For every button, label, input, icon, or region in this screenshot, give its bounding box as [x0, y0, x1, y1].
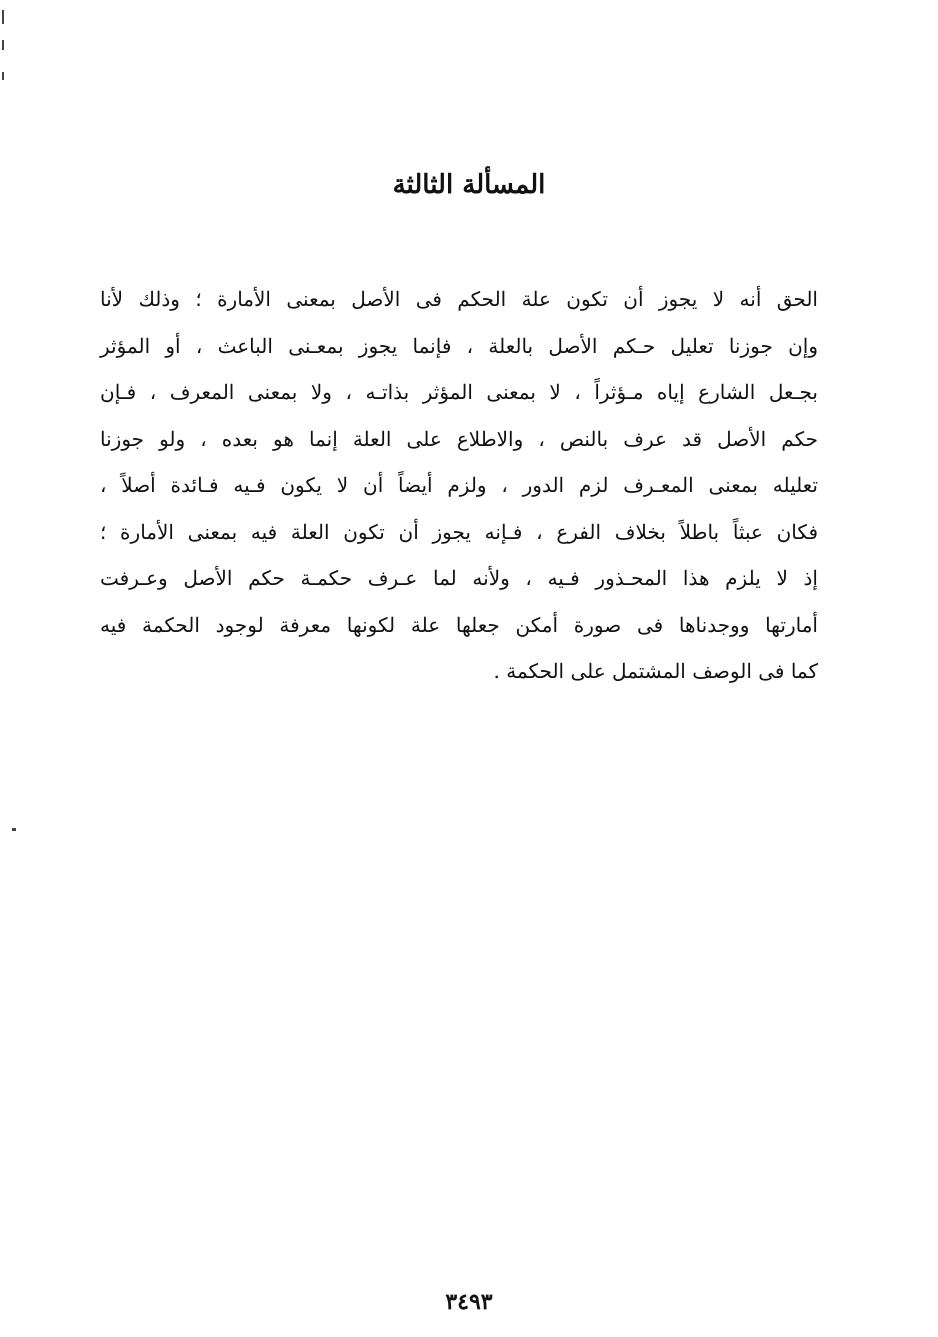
section-title: المسألة الثالثة — [392, 170, 546, 200]
scan-artifact-mark — [12, 828, 16, 831]
text-line: الحق أنه لا يجوز أن تكون علة الحكم فى الأصل بمعنى الأمارة ؛ وذلك لأنا — [100, 287, 818, 311]
scan-artifact-mark — [2, 10, 4, 24]
text-line: حكم الأصل قد عرف بالنص ، والاطلاع على العلة إنما هو بعده ، ولو جوزنا — [100, 426, 818, 451]
page-number: ٣٤٩٣ — [445, 1289, 493, 1315]
text-line: وإن جوزنا تعليل حـكم الأصل بالعلة ، فإنما يجوز بمعـنى الباعث ، أو المؤثر — [100, 333, 818, 358]
text-line: تعليله بمعنى المعـرف لزم الدور ، ولزم أيضاً أن لا يكون فـيه فـائدة أصلاً ، — [100, 473, 818, 497]
scan-artifact-mark — [2, 40, 4, 50]
body-paragraph — [100, 276, 818, 695]
text-line: أمارتها ووجدناها فى صورة أمكن جعلها علة لكونها معرفة لوجود الحكمة فيه — [100, 612, 818, 637]
text-line: فكان عبثاً باطلاً بخلاف الفرع ، فـإنه يجوز أن تكون العلة فيه بمعنى الأمارة ؛ — [100, 519, 818, 544]
text-line: إذ لا يلزم هذا المحـذور فـيه ، ولأنه لما عـرف حكمـة حكم الأصل وعـرفت — [100, 566, 818, 590]
text-line: كما فى الوصف المشتمل على الحكمة . — [493, 659, 818, 683]
text-line: بجـعل الشارع إياه مـؤثراً ، لا بمعنى المؤثر بذاتـه ، ولا بمعنى المعرف ، فـإن — [100, 380, 818, 404]
scan-artifact-mark — [2, 72, 4, 80]
